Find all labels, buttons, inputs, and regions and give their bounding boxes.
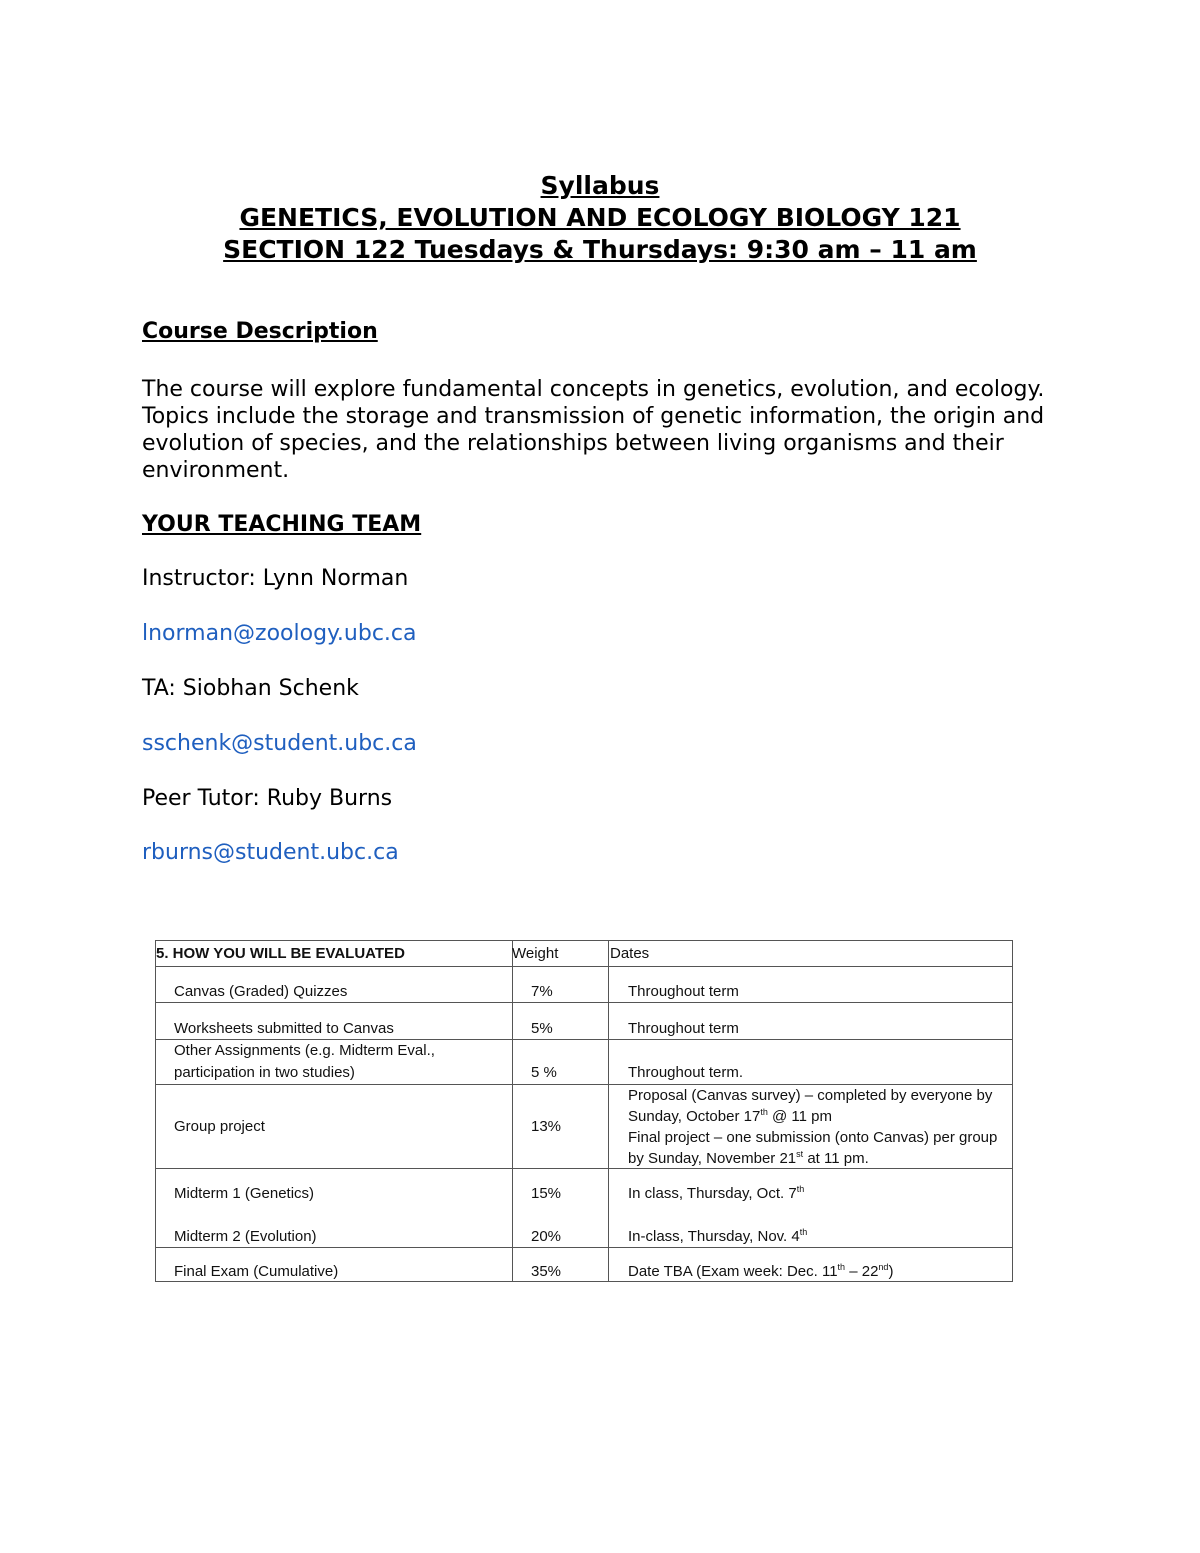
title-syllabus: Syllabus (540, 171, 660, 200)
row-midterm1-item: Midterm 1 (Genetics) (174, 1185, 315, 1202)
peer-tutor-email-link[interactable]: rburns@student.ubc.ca (142, 840, 399, 865)
ta-email-link[interactable]: sschenk@student.ubc.ca (142, 731, 417, 756)
peer-tutor-name: Peer Tutor: Ruby Burns (142, 786, 393, 811)
row-quizzes-dates: Throughout term (628, 983, 739, 1000)
row-final-exam-item: Final Exam (Cumulative) (174, 1263, 339, 1280)
row-final-exam-dates: Date TBA (Exam week: Dec. 11th – 22nd) (628, 1262, 894, 1280)
row-divider (156, 1247, 1012, 1248)
teaching-team-heading: YOUR TEACHING TEAM (142, 512, 422, 537)
row-midterm1-weight: 15% (531, 1185, 562, 1202)
row-group-project-item: Group project (174, 1118, 265, 1135)
row-group-project-dates-line2: Sunday, October 17th @ 11 pm (628, 1107, 832, 1125)
header-weight: Weight (512, 945, 559, 962)
row-group-project-dates-line3: Final project – one submission (onto Canvas) per group (628, 1129, 998, 1146)
column-divider (512, 941, 513, 1281)
row-worksheets-weight: 5% (531, 1020, 553, 1037)
column-divider (608, 941, 609, 1281)
ta-name: TA: Siobhan Schenk (142, 676, 359, 701)
row-midterm1-dates: In class, Thursday, Oct. 7th (628, 1184, 805, 1202)
row-worksheets-item: Worksheets submitted to Canvas (174, 1020, 394, 1037)
instructor-name: Instructor: Lynn Norman (142, 566, 409, 591)
title-course: GENETICS, EVOLUTION AND ECOLOGY BIOLOGY 121 (239, 203, 961, 232)
title-section: SECTION 122 Tuesdays & Thursdays: 9:30 am – 11 am (223, 235, 977, 264)
row-group-project-dates-line4: by Sunday, November 21st at 11 pm. (628, 1149, 869, 1167)
document-title (0, 170, 1200, 266)
evaluation-table (155, 940, 1013, 1282)
header-item: 5. HOW YOU WILL BE EVALUATED (156, 945, 405, 962)
row-midterm2-item: Midterm 2 (Evolution) (174, 1228, 317, 1245)
row-other-item-line1: Other Assignments (e.g. Midterm Eval., (174, 1042, 435, 1059)
row-divider (156, 966, 1012, 967)
row-divider (156, 1002, 1012, 1003)
row-quizzes-item: Canvas (Graded) Quizzes (174, 983, 348, 1000)
row-quizzes-weight: 7% (531, 983, 553, 1000)
row-group-project-dates-line1: Proposal (Canvas survey) – completed by everyone by (628, 1087, 993, 1104)
header-dates: Dates (610, 945, 650, 962)
instructor-email-link[interactable]: lnorman@zoology.ubc.ca (142, 621, 417, 646)
row-worksheets-dates: Throughout term (628, 1020, 739, 1037)
row-other-dates: Throughout term. (628, 1064, 744, 1081)
row-other-item-line2: participation in two studies) (174, 1064, 355, 1081)
row-divider (156, 1168, 1012, 1169)
course-description-heading: Course Description (142, 319, 378, 344)
course-description-text: The course will explore fundamental concepts in genetics, evolution, and ecology. Topics include the storage and transmission of genetic information, the origin and evolution of species, and the relationships between living organisms and their environment. (142, 377, 1045, 483)
row-midterm2-dates: In-class, Thursday, Nov. 4th (628, 1227, 808, 1245)
row-final-exam-weight: 35% (531, 1263, 562, 1280)
row-other-weight: 5 % (531, 1064, 557, 1081)
row-group-project-weight: 13% (531, 1118, 562, 1135)
row-midterm2-weight: 20% (531, 1228, 562, 1245)
